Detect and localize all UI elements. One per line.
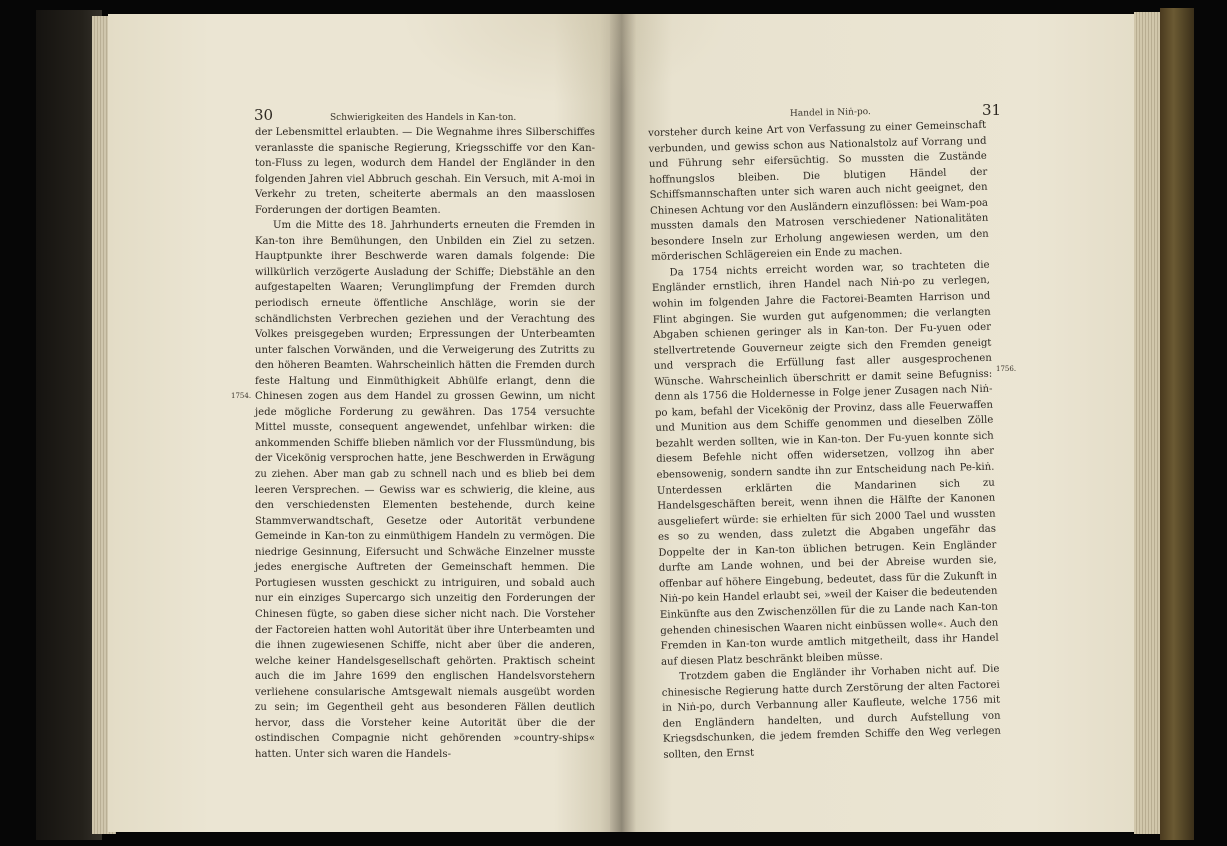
- book-gutter: [610, 14, 636, 832]
- paragraph: Da 1754 nichts erreicht worden war, so trachteten die Engländer ernstlich, ihren Handel nach Niṅ-po zu verlegen, wohin im folgenden Jahre die Factorei-Beamten Harrison und Flint abgingen. Sie wurden gut aufgenommen; die verlangten Abgaben schienen geringer als in Kan-ton. Der Fu-yuen oder stellvertretende Gouverneur zeigte sich den Fremden geneigt und versprach die Erfüllung fast aller ausgesprochenen Wünsche. Wahrscheinlich überschritt er damit seine Befugniss: denn als 1756 die Holdernesse in Folge jener Zusagen nach Niṅ-po kam, befahl der Vicekönig der Provinz, dass alle Feuerwaffen und Munition aus dem Schiffe genommen und dieselben Zölle bezahlt werden sollten, wie in Kan-ton. Der Fu-yuen konnte sich diesem Befehle nicht offen widersetzen, vollzog ihn aber ebensowenig, sondern sandte ihn zur Entscheidung nach Pe-kiṅ. Unterdessen erklärten die Mandarinen sich zu Handelsgeschäften bereit, wenn ihnen die Hälfte der Kanonen ausgeliefert würde: sie erhielten für sich 2000 Tael und wussten es so zu wenden, dass zuletzt die Abgaben ungefähr das Doppelte der in Kan-ton üblichen betrugen. Kein Engländer durfte am Lande wohnen, und bei der Abreise wurden sie, offenbar auf höhere Eingebung, bedeutet, dass für die Zukunft in Niṅ-po kein Handel erlaubt sei, »weil der Kaiser die bedeutenden Einkünfte aus den Zwischenzöllen für die zu Lande nach Kan-ton gehenden chinesischen Waaren nicht einbüssen wolle«. Auch den Fremden in Kan-ton wurde amtlich mitgetheilt, dass ihr Handel auf diesen Platz beschränkt bleiben müsse.: [651, 259, 999, 668]
- right-margin-year: 1756.: [996, 365, 1017, 373]
- paragraph: vorsteher durch keine Art von Verfassung zu einer Gemeinschaft verbunden, und gewiss schon aus Nationalstolz auf Vorrang und und Führung sehr eifersüchtig. So mussten die Zustände hoffnungslos bleiben. Die blutigen Händel der Schiffsmannschaften unter sich waren auch nicht geeignet, den Chinesen Achtung vor den Ausländern einzuflössen: bei Wam-poa mussten damals den Matrosen verschiedener Nationalitäten besondere Inseln zur Erholung angewiesen werden, um den mörderischen Schlägereien ein Ende zu machen.: [648, 119, 989, 264]
- right-page-text: [648, 118, 1001, 763]
- right-cover-board: [1160, 8, 1194, 840]
- right-running-head: Handel in Niṅ-po.: [789, 107, 871, 119]
- left-page-text: [255, 125, 595, 762]
- left-running-head: Schwierigkeiten des Handels in Kan-ton.: [330, 113, 517, 123]
- paper-stain: [400, 14, 730, 104]
- right-page-number: 31: [982, 101, 1002, 119]
- paragraph: Trotzdem gaben die Engländer ihr Vorhaben nicht auf. Die chinesische Regierung hatte durch Zerstörung der alten Factorei in Niṅ-po, durch Verbannung aller Kaufleute, welche 1756 mit den Engländern handelten, und durch Aufstellung von Kriegsdschunken, die jedem fremden Schiffe den Weg verlegen sollten, den Ernst: [661, 663, 1002, 761]
- paragraph: der Lebensmittel erlaubten. — Die Wegnahme ihres Silberschiffes veranlasste die spanische Regierung, Kriegsschiffe vor den Kan-ton-Fluss zu legen, wodurch dem Handel der Engländer in den folgenden Jahren viel Abbruch geschah. Ein Versuch, mit A-moi in Verkehr zu treten, scheiterte abermals an den maasslosen Forderungen der dortigen Beamten.: [255, 127, 595, 216]
- left-margin-year: 1754.: [231, 392, 252, 400]
- left-page-number: 30: [254, 106, 274, 124]
- paragraph: Um die Mitte des 18. Jahrhunderts erneuten die Fremden in Kan-ton ihre Bemühungen, den Unbilden ein Ziel zu setzen. Hauptpunkte ihrer Beschwerde waren damals folgende: Die willkürlich verzögerte Ausladung der Schiffe; Diebstähle an den aufgestapelten Waaren; Verunglimpfung der Fremden durch periodisch erneute öffentliche Anschläge, worin sie der schändlichsten Verbrechen geziehen und der Verachtung des Volkes preisgegeben wurden; Erpressungen der Unterbeamten unter falschen Vorwänden, und die Verweigerung des Zutritts zu den höheren Beamten. Wahrscheinlich hätten die Fremden durch feste Haltung und Einmüthigkeit Abhülfe erlangt, denn die Chinesen zogen aus dem Handel zu grossen Gewinn, um nicht jede mögliche Forderung zu gewähren. Das 1754 versuchte Mittel musste, consequent angewendet, unfehlbar wirken: die ankommenden Schiffe blieben nämlich vor der Flussmündung, bis der Vicekönig versprochen hatte, jene Beschwerden in Erwägung zu ziehen. Aber man gab zu schnell nach und es blieb bei dem leeren Versprechen. — Gewiss war es schwierig, die kleine, aus den verschiedensten Elementen bestehende, durch keine Stammverwandtschaft, Gesetze oder Autorität verbundene Gemeinde in Kan-ton zu einmüthigem Handeln zu vermögen. Die niedrige Gesinnung, Eifersucht und Schwäche Einzelner musste jedes energische Auftreten der Gemeinschaft hemmen. Die Portugiesen wussten geschickt zu intriguiren, und sobald auch nur ein einziges Supercargo sich unzeitig den Forderungen der Chinesen fügte, so gaben diese sicher nicht nach. Die Vorsteher der Factoreien hatten wohl Autorität über ihre Unterbeamten und die ihnen zugewiesenen Schiffe, nicht aber über die anderen, welche keiner Handelsgesellschaft gehörten. Praktisch scheint auch die im Jahre 1699 den englischen Handelsvorstehern verliehene consularische Amtsgewalt niemals ausgeübt worden zu sein; im Gegentheil geht aus besonderen Fällen deutlich hervor, dass die Vorsteher keine Autorität über die der ostindischen Compagnie nicht gehörenden »country-ships« hatten. Unter sich waren die Handels-: [255, 220, 595, 760]
